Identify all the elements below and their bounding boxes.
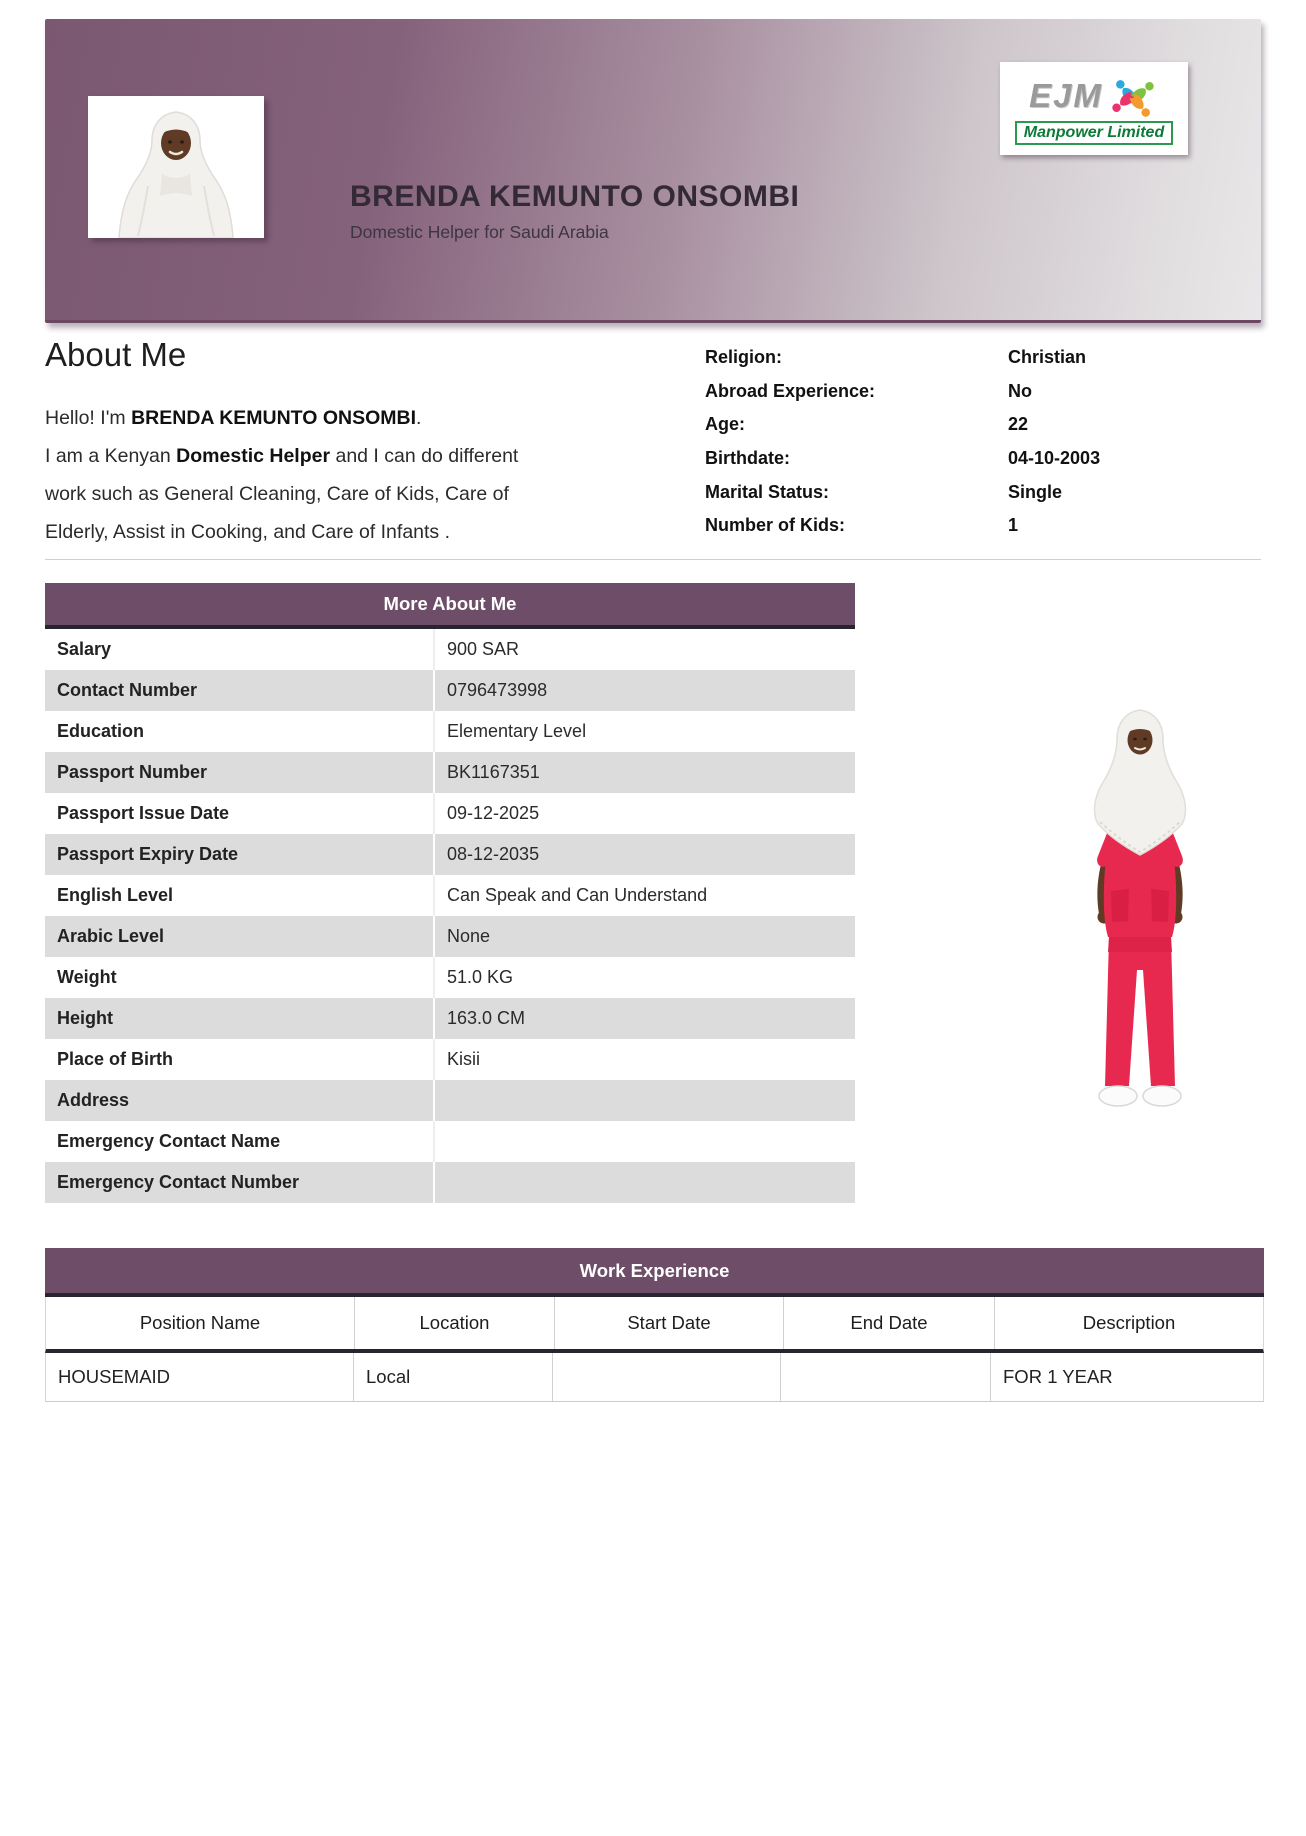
column-header-description: Description bbox=[1082, 1312, 1176, 1333]
standing-photo-graphic bbox=[1073, 706, 1207, 1112]
row-label: Height bbox=[57, 1008, 113, 1028]
intro-line4: Elderly, Assist in Cooking, and Care of Infants . bbox=[45, 521, 451, 543]
headshot-photo-graphic bbox=[88, 96, 264, 238]
detail-label: Birthdate: bbox=[705, 448, 790, 469]
work-cell-description: FOR 1 YEAR bbox=[1003, 1366, 1113, 1387]
work-cell-end-date bbox=[781, 1353, 991, 1401]
row-label: Emergency Contact Number bbox=[57, 1172, 300, 1192]
row-value bbox=[433, 1121, 855, 1162]
table-row-place-of-birth bbox=[45, 1039, 855, 1080]
intro-line2-role: Domestic Helper bbox=[176, 445, 331, 467]
detail-row-religion bbox=[705, 341, 1261, 375]
row-value: Can Speak and Can Understand bbox=[433, 875, 855, 916]
table-row-emergency-contact-number bbox=[45, 1162, 855, 1203]
agency-logo-ejm-text: EJM bbox=[1029, 76, 1103, 114]
header-banner bbox=[45, 19, 1261, 323]
detail-label: Religion: bbox=[705, 347, 782, 368]
detail-label: Number of Kids: bbox=[705, 515, 846, 536]
detail-row-age bbox=[705, 408, 1261, 442]
row-label: Weight bbox=[57, 967, 117, 987]
intro-line2-suffix: and I can do different bbox=[330, 445, 519, 467]
row-value bbox=[433, 1080, 855, 1121]
column-header-start-date: Start Date bbox=[555, 1297, 784, 1349]
intro-line1-suffix: . bbox=[416, 407, 422, 429]
agency-logo bbox=[1000, 62, 1188, 155]
section-divider bbox=[45, 559, 1261, 560]
row-label: Passport Issue Date bbox=[57, 803, 230, 823]
table-row-passport-number bbox=[45, 752, 855, 793]
row-label: Address bbox=[57, 1090, 130, 1110]
more-about-me-header: More About Me bbox=[45, 583, 855, 629]
row-value bbox=[433, 1162, 855, 1203]
row-value: 08-12-2035 bbox=[433, 834, 855, 875]
detail-value: Single bbox=[1008, 481, 1063, 502]
standing-photo bbox=[1073, 706, 1207, 1112]
detail-value: 22 bbox=[1008, 414, 1029, 435]
work-experience-row bbox=[45, 1353, 1264, 1402]
detail-row-number-of-kids bbox=[705, 509, 1261, 543]
table-row-passport-issue-date bbox=[45, 793, 855, 834]
row-value: BK1167351 bbox=[433, 752, 855, 793]
detail-row-abroad-experience bbox=[705, 375, 1261, 409]
table-row-arabic-level bbox=[45, 916, 855, 957]
work-cell-start-date bbox=[553, 1353, 781, 1401]
row-label: Place of Birth bbox=[57, 1049, 174, 1069]
detail-row-marital-status bbox=[705, 475, 1261, 509]
more-about-me-table bbox=[45, 583, 855, 1203]
ejm-people-icon bbox=[1107, 73, 1159, 119]
detail-row-birthdate bbox=[705, 442, 1261, 476]
table-row-english-level bbox=[45, 875, 855, 916]
personal-details-list bbox=[705, 341, 1261, 543]
row-value: Kisii bbox=[433, 1039, 855, 1080]
detail-value: 1 bbox=[1008, 515, 1019, 536]
profile-headshot-photo bbox=[88, 96, 264, 238]
row-value: None bbox=[433, 916, 855, 957]
column-header-position-name: Position Name bbox=[46, 1297, 355, 1349]
work-experience-header: Work Experience bbox=[45, 1248, 1264, 1297]
row-label: Emergency Contact Name bbox=[57, 1131, 281, 1151]
row-label: Contact Number bbox=[57, 680, 198, 700]
table-row-address bbox=[45, 1080, 855, 1121]
intro-line2-prefix: I am a Kenyan bbox=[45, 445, 177, 467]
detail-label: Abroad Experience: bbox=[705, 380, 876, 401]
intro-line1-name: BRENDA KEMUNTO ONSOMBI bbox=[131, 407, 416, 429]
column-header-location: Location bbox=[355, 1297, 555, 1349]
row-value: 0796473998 bbox=[433, 670, 855, 711]
row-label: English Level bbox=[57, 885, 174, 905]
row-value: 900 SAR bbox=[433, 629, 855, 670]
detail-value: No bbox=[1008, 380, 1032, 401]
row-label: Salary bbox=[57, 639, 112, 659]
row-label: Passport Number bbox=[57, 762, 208, 782]
table-row-height bbox=[45, 998, 855, 1039]
about-me-paragraph bbox=[45, 399, 625, 551]
table-row-education bbox=[45, 711, 855, 752]
table-row-salary bbox=[45, 629, 855, 670]
row-value: 51.0 KG bbox=[433, 957, 855, 998]
detail-value: 04-10-2003 bbox=[1008, 448, 1101, 469]
detail-value: Christian bbox=[1008, 347, 1087, 368]
table-row-emergency-contact-name bbox=[45, 1121, 855, 1162]
header-identity bbox=[350, 179, 799, 243]
table-row-passport-expiry-date bbox=[45, 834, 855, 875]
row-label: Arabic Level bbox=[57, 926, 165, 946]
agency-logo-manpower-text: Manpower Limited bbox=[1015, 121, 1173, 145]
person-name: BRENDA KEMUNTO ONSOMBI bbox=[350, 180, 800, 213]
row-value: Elementary Level bbox=[433, 711, 855, 752]
detail-label: Marital Status: bbox=[705, 481, 830, 502]
intro-line1-prefix: Hello! I'm bbox=[45, 407, 132, 429]
table-row-weight bbox=[45, 957, 855, 998]
detail-label: Age: bbox=[705, 414, 745, 435]
work-cell-location: Local bbox=[354, 1353, 553, 1401]
row-label: Passport Expiry Date bbox=[57, 844, 239, 864]
column-header-end-date: End Date bbox=[784, 1297, 995, 1349]
intro-line3: work such as General Cleaning, Care of Kids, Care of bbox=[45, 483, 509, 505]
about-me-title: About Me bbox=[45, 336, 187, 373]
table-row-contact-number bbox=[45, 670, 855, 711]
row-label: Education bbox=[57, 721, 145, 741]
person-role-subtitle: Domestic Helper for Saudi Arabia bbox=[350, 222, 609, 242]
work-experience-column-headers bbox=[45, 1297, 1264, 1353]
agency-logo-top bbox=[1029, 73, 1159, 119]
work-experience-table bbox=[45, 1248, 1264, 1402]
row-value: 163.0 CM bbox=[433, 998, 855, 1039]
work-cell-position: HOUSEMAID bbox=[46, 1353, 354, 1401]
row-value: 09-12-2025 bbox=[433, 793, 855, 834]
